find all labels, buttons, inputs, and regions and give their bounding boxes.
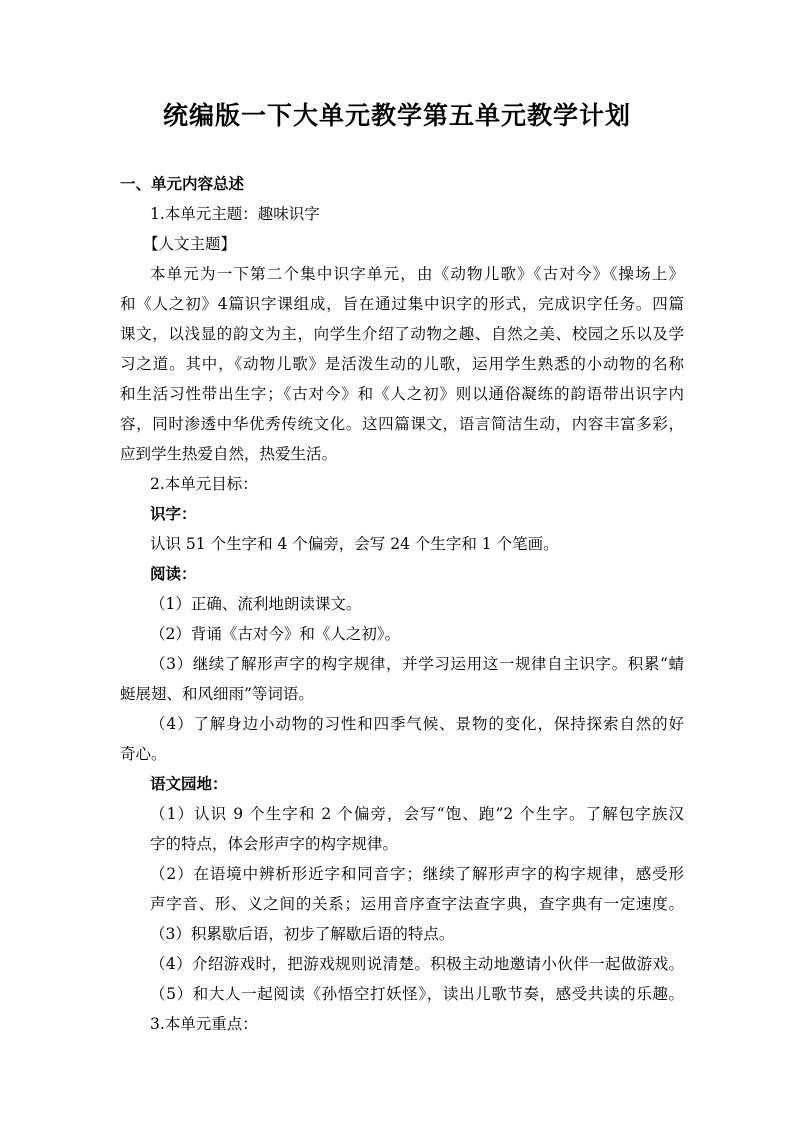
paragraph-line: 习之道。其中，《动物儿歌》是活泼生动的儿歌，运用学生熟悉的小动物的名称 (120, 355, 684, 373)
reading-item: 奇心。 (120, 745, 167, 763)
focus-line: 3.本单元重点： (150, 1015, 258, 1033)
paragraph-line: 和《人之初》4篇识字课组成，旨在通过集中识字的形式，完成识字任务。四篇 (120, 295, 684, 313)
theme-line: 1.本单元主题：趣味识字 (150, 205, 320, 223)
paragraph-line: 容，同时渗透中华优秀传统文化。这四篇课文，语言简洁生动，内容丰富多彩， (120, 415, 684, 433)
garden-item: （5）和大人一起阅读《孙悟空打妖怪》，读出儿歌节奏，感受共读的乐趣。 (150, 985, 684, 1003)
reading-item: （4）了解身边小动物的习性和四季气候、景物的变化，保持探索自然的好 (150, 715, 684, 733)
document-title: 统编版一下大单元教学第五单元教学计划 (162, 101, 631, 130)
reading-item: （2）背诵《古对今》和《人之初》。 (150, 625, 401, 643)
garden-item: （3）积累歇后语，初步了解歇后语的特点。 (150, 925, 455, 943)
goals-line: 2.本单元目标： (150, 475, 258, 493)
garden-item: （2）在语境中辨析形近字和同音字；继续了解形声字的构字规律，感受形 (150, 865, 684, 883)
garden-item: （1）认识 9 个生字和 2 个偏旁，会写“饱、跑”2 个生字。了解包字族汉 (150, 805, 684, 823)
literacy-heading: 识字： (150, 505, 197, 523)
literacy-text: 认识 51 个生字和 4 个偏旁，会写 24 个生字和 1 个笔画。 (150, 535, 559, 553)
garden-item: （4）介绍游戏时，把游戏规则说清楚。积极主动地邀请小伙伴一起做游戏。 (150, 955, 684, 973)
paragraph-line: 和生活习性带出生字；《古对今》和《人之初》则以通俗凝练的韵语带出识字内 (120, 385, 684, 403)
garden-item: 声字音、形、义之间的关系；运用音序查字法查字典，查字典有一定速度。 (150, 895, 684, 913)
paragraph-line: 课文，以浅显的韵文为主，向学生介绍了动物之趣、自然之美、校园之乐以及学 (120, 325, 684, 343)
paragraph-line: 应到学生热爱自然，热爱生活。 (120, 445, 338, 463)
reading-item: （3）继续了解形声字的构字规律，并学习运用这一规律自主识字。积累“蜻 (150, 655, 684, 673)
reading-item: 蜓展翅、和风细雨”等词语。 (120, 685, 314, 703)
garden-item: 字的特点，体会形声字的构字规律。 (150, 835, 399, 853)
garden-heading: 语文园地： (150, 775, 228, 793)
section-heading: 一、单元内容总述 (120, 175, 245, 193)
reading-heading: 阅读： (150, 565, 197, 583)
paragraph-line: 本单元为一下第二个集中识字单元，由《动物儿歌》《古对今》《操场上》 (150, 265, 684, 283)
reading-item: （1）正确、流利地朗读课文。 (150, 595, 362, 613)
humanities-heading: 【人文主题】 (143, 235, 237, 253)
